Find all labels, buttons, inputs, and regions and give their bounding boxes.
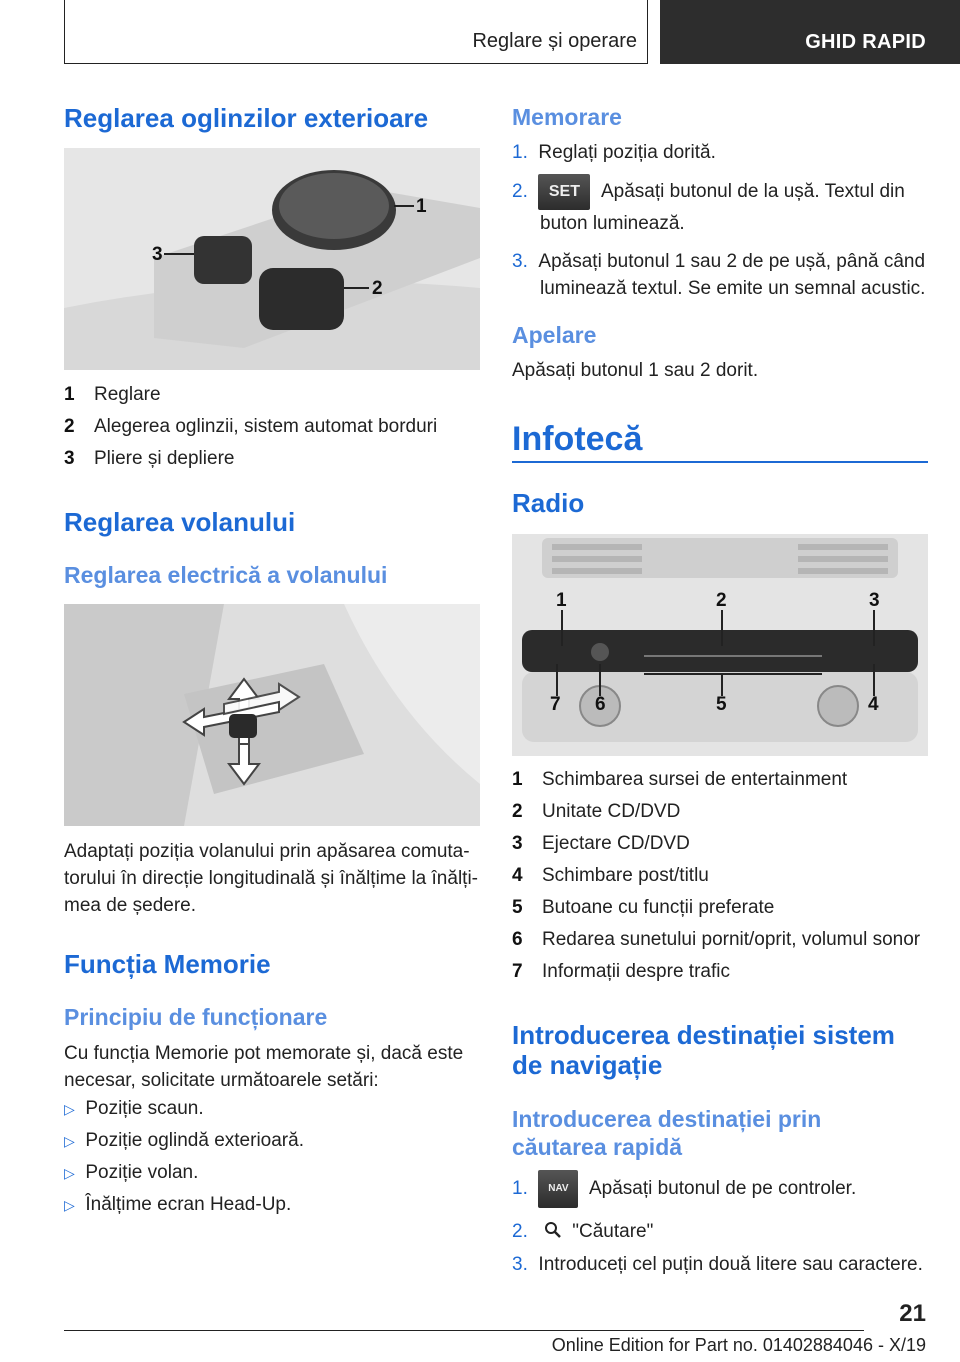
mirror-controls-image [64, 148, 480, 370]
section-divider [512, 461, 928, 463]
triangle-bullet-icon: ▷ [64, 1165, 75, 1181]
steering-description: Adaptați poziția volanului prin apăsarea comuta- torului în direcție longitudinală și înălțime la înălți- mea de ședere. [64, 841, 478, 916]
step-item: 1. NAV Apăsați butonul de pe controler. [512, 1170, 856, 1208]
triangle-bullet-icon: ▷ [64, 1133, 75, 1149]
list-item: ▷ Poziție volan. [64, 1162, 199, 1183]
legend-item: 4 Schimbare post/titlu [512, 865, 709, 886]
list-item: ▷ Poziție scaun. [64, 1098, 204, 1119]
steering-title: Reglarea volanului [64, 507, 296, 537]
callout-2: 2 [716, 590, 727, 611]
nav-title: Introducerea destinației sistem de navigație [512, 1020, 895, 1080]
radio-title: Radio [512, 488, 585, 518]
callout-3: 3 [152, 244, 163, 265]
callout-1: 1 [556, 590, 567, 611]
step-item: 2. SET Apăsați butonul de la ușă. Textul din buton luminează. [512, 174, 928, 237]
list-item: ▷ Poziție oglindă exterioară. [64, 1130, 304, 1151]
page-number: 21 [899, 1300, 926, 1327]
footer-edition: Online Edition for Part no. 01402884046 - X/19 [551, 1335, 926, 1355]
set-button-icon: SET [538, 174, 590, 210]
legend-item: 3 Ejectare CD/DVD [512, 833, 690, 854]
infoteca-title: Infotecă [512, 420, 643, 458]
callout-6: 6 [595, 694, 606, 715]
triangle-bullet-icon: ▷ [64, 1101, 75, 1117]
step-item: 3. Introduceți cel puțin două litere sau caractere. [512, 1254, 923, 1275]
nav-button-icon: NAV [538, 1170, 578, 1208]
legend-item: 1 Schimbarea sursei de entertainment [512, 769, 848, 790]
callout-1: 1 [416, 196, 427, 217]
nav-subtitle: Introducerea destinației prin căutarea rapidă [512, 1106, 822, 1160]
triangle-bullet-icon: ▷ [64, 1197, 75, 1213]
list-item: ▷ Înălțime ecran Head-Up. [64, 1194, 292, 1215]
memorare-title: Memorare [512, 104, 622, 130]
header-section-title: Reglare și operare [472, 30, 637, 52]
callout-2: 2 [372, 278, 383, 299]
mirrors-title: Reglarea oglinzilor exterioare [64, 103, 429, 133]
header-badge [660, 0, 960, 64]
callout-7: 7 [550, 694, 561, 715]
memory-subtitle: Principiu de funcționare [64, 1004, 328, 1030]
legend-item: 1 Reglare [64, 384, 161, 405]
steering-column-image [64, 604, 480, 826]
legend-item: 7 Informații despre trafic [512, 961, 730, 982]
step-item: 1. Reglați poziția dorită. [512, 142, 716, 163]
footer-divider [64, 1330, 864, 1331]
legend-item: 5 Butoane cu funcții preferate [512, 897, 775, 918]
apelare-title: Apelare [512, 322, 597, 348]
radio-panel-image [512, 534, 928, 756]
callout-4: 4 [868, 694, 879, 715]
memory-title: Funcția Memorie [64, 949, 271, 979]
step-item: 3. Apăsați butonul 1 sau 2 de pe ușă, până când luminează textul. Se emite un semnal acustic. [512, 251, 926, 299]
header-badge-label: GHID RAPID [805, 30, 926, 53]
step-item: 2. "Căutare" [512, 1221, 654, 1242]
callout-3: 3 [869, 590, 880, 611]
apelare-text: Apăsați butonul 1 sau 2 dorit. [512, 360, 759, 381]
search-icon [538, 1221, 567, 1242]
steering-subtitle: Reglarea electrică a volanului [64, 562, 388, 588]
legend-item: 2 Alegerea oglinzii, sistem automat borduri [64, 416, 438, 437]
legend-item: 2 Unitate CD/DVD [512, 801, 681, 822]
legend-item: 3 Pliere și depliere [64, 448, 235, 469]
callout-5: 5 [716, 694, 727, 715]
memory-description: Cu funcția Memorie pot memorate și, dacă este necesar, solicitate următoarele setări: [64, 1043, 464, 1091]
legend-item: 6 Redarea sunetului pornit/oprit, volumul sonor [512, 929, 921, 950]
